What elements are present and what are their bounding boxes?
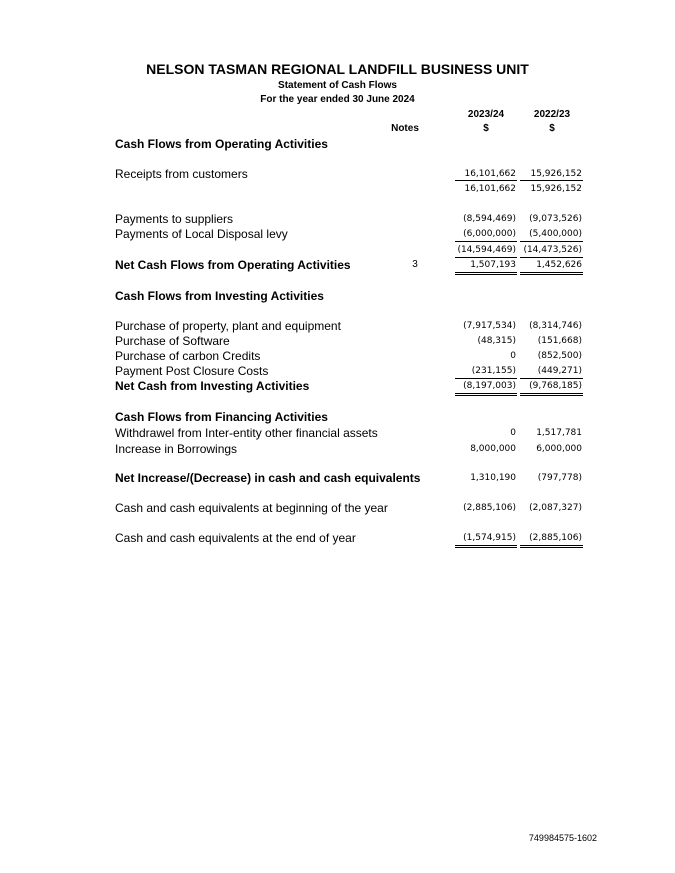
row-label: Net Cash from Investing Activities [115,379,310,393]
row-value-2022-23: (151,668) [537,336,582,346]
row-label: Cash and cash equivalents at the end of year [115,531,356,545]
row-value-2023-24: 16,101,662 [464,169,516,179]
row-value-2022-23: (9,768,185) [529,381,582,391]
table-row [0,226,675,242]
row-label: Payments of Local Disposal levy [115,227,288,241]
row-value-2022-23: (14,473,526) [523,245,582,255]
year2-column-header: 2022/23 [533,109,571,120]
row-label: Payment Post Closure Costs [115,364,269,378]
row-value-2022-23: 1,452,626 [536,260,582,270]
total-double-rule [520,274,583,275]
row-value-2022-23: (2,885,106) [529,533,582,543]
subtotal-row [0,242,675,258]
document-title: NELSON TASMAN REGIONAL LANDFILL BUSINESS UNIT [146,61,529,77]
row-value-2023-24: (7,917,534) [463,321,516,331]
table-row [0,441,675,457]
row-label: Purchase of carbon Credits [115,349,261,363]
row-value-2022-23: (852,500) [537,351,582,361]
row-value-2022-23: (2,087,327) [529,503,582,513]
total-double-rule [455,395,517,396]
total-row-investing [0,378,675,394]
section-heading-financing [0,409,675,425]
row-label: Cash Flows from Financing Activities [115,410,328,424]
row-label: Cash Flows from Investing Activities [115,289,324,303]
row-label: Purchase of Software [115,334,230,348]
total-double-rule [455,393,517,394]
row-value-2022-23: (797,778) [537,473,582,483]
row-label: Withdrawel from Inter-entity other financial assets [115,426,378,440]
total-double-rule [520,393,583,394]
row-label: Payments to suppliers [115,212,234,226]
table-row [0,333,675,349]
section-heading-investing [0,288,675,304]
row-label: Purchase of property, plant and equipment [115,319,341,333]
table-row [0,348,675,364]
total-double-rule [455,274,517,275]
statement-subtitle: Statement of Cash Flows [278,80,397,91]
row-value-2022-23: (5,400,000) [529,229,582,239]
total-double-rule [520,395,583,396]
row-value-2022-23: 6,000,000 [536,444,582,454]
row-value-2023-24: 1,507,193 [470,260,516,270]
row-label: Net Cash Flows from Operating Activities [115,258,351,272]
table-row [0,363,675,379]
row-value-2023-24: (8,594,469) [463,214,516,224]
year1-column-header: 2023/24 [467,109,505,120]
row-label: Receipts from customers [115,167,248,181]
table-row [0,500,675,516]
row-value-2023-24: 16,101,662 [464,184,516,194]
closing-balance-row [0,530,675,546]
total-row-operating [0,257,675,273]
total-double-rule [455,545,517,546]
row-value-2023-24: (48,315) [477,336,516,346]
row-value-2023-24: 8,000,000 [470,444,516,454]
statement-period: For the year ended 30 June 2024 [260,94,415,105]
row-value-2023-24: 0 [510,351,516,361]
notes-column-header: Notes [391,123,419,134]
total-double-rule [455,272,517,273]
table-row [0,211,675,227]
row-value-2022-23: 15,926,152 [530,169,582,179]
total-double-rule [520,545,583,546]
row-label: Net Increase/(Decrease) in cash and cash equivalents [115,471,421,485]
row-value-2023-24: (2,885,106) [463,503,516,513]
total-double-rule [455,547,517,548]
row-value-2023-24: (8,197,003) [463,381,516,391]
row-label: Cash and cash equivalents at beginning of the year [115,501,388,515]
row-value-2023-24: (1,574,915) [463,533,516,543]
year1-unit-header: $ [483,123,489,134]
row-value-2023-24: (231,155) [471,366,516,376]
row-label: Increase in Borrowings [115,442,238,456]
year2-unit-header: $ [549,123,555,134]
row-note: 3 [412,259,418,270]
row-value-2022-23: (8,314,746) [529,321,582,331]
total-double-rule [520,547,583,548]
row-value-2023-24: (6,000,000) [463,229,516,239]
row-value-2023-24: 0 [510,428,516,438]
row-value-2022-23: (9,073,526) [529,214,582,224]
row-label: Cash Flows from Operating Activities [115,137,328,151]
row-value-2022-23: (449,271) [537,366,582,376]
total-double-rule [520,272,583,273]
row-value-2023-24: 1,310,190 [470,473,516,483]
document-reference-number: 749984575-1602 [528,833,597,843]
subtotal-row [0,181,675,197]
table-row [0,425,675,441]
net-change-row [0,470,675,486]
table-row [0,318,675,334]
row-value-2022-23: 1,517,781 [536,428,582,438]
row-value-2022-23: 15,926,152 [530,184,582,194]
section-heading-operating [0,136,675,152]
row-value-2023-24: (14,594,469) [457,245,516,255]
